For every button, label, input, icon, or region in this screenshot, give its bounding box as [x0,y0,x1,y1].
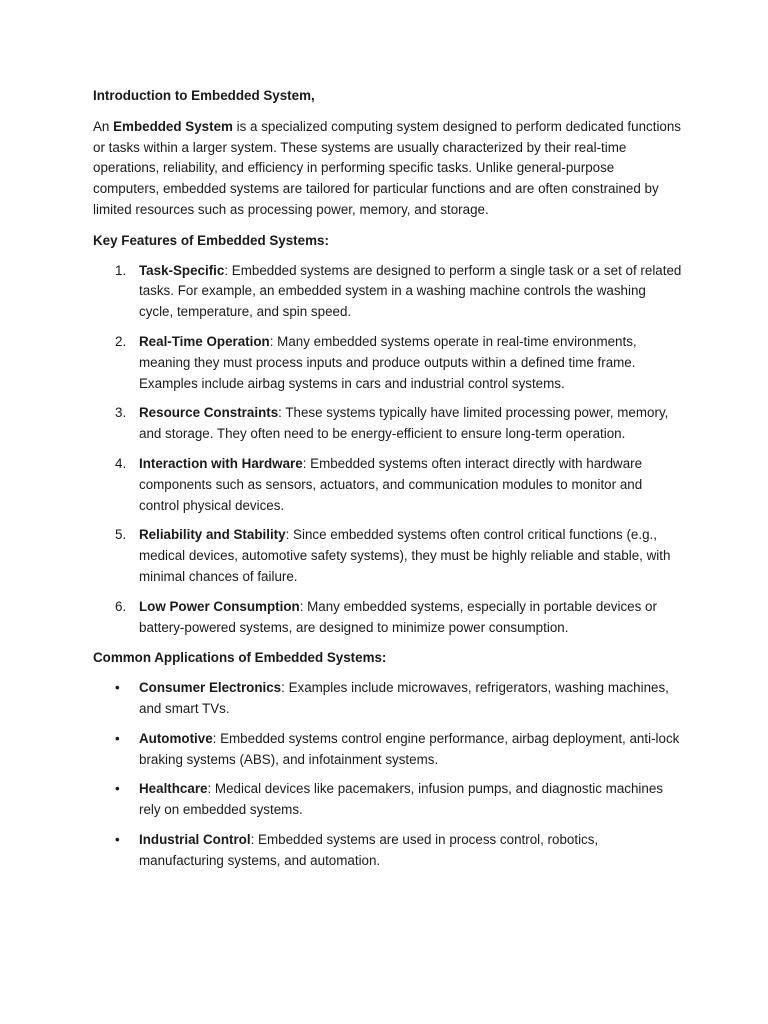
feature-item [93,403,683,445]
feature-text: : Many embedded systems, especially in portable devices or battery-powered systems, are designed to minimize power consumption. [139,598,657,635]
feature-number: 2. [115,333,127,349]
feature-title: Real-Time Operation [139,333,270,349]
feature-item [93,597,683,639]
applications-list [93,678,683,871]
intro-paragraph [93,117,683,221]
application-title: Industrial Control [139,831,251,847]
feature-text: : Embedded systems often interact directly with hardware components such as sensors, actuators, and communication modules to monitor and control physical devices. [139,455,643,513]
application-title: Automotive [139,730,213,746]
application-text: : Medical devices like pacemakers, infusion pumps, and diagnostic machines rely on embedded systems. [139,781,663,818]
feature-number: 3. [115,405,127,421]
application-text: : Embedded systems are used in process control, robotics, manufacturing systems, and automation. [139,831,599,868]
features-title: Key Features of Embedded Systems: [93,232,329,248]
applications-title: Common Applications of Embedded Systems: [93,650,387,666]
feature-text: : Many embedded systems operate in real-time environments, meaning they must process inputs and produce outputs within a defined time frame. Examples include airbag systems in cars and industrial control systems. [139,333,637,391]
bullet-icon: • [115,680,120,696]
bullet-icon: • [115,730,120,746]
application-text: : Examples include microwaves, refrigerators, washing machines, and smart TVs. [139,680,669,716]
application-item [93,678,683,720]
application-item [93,729,683,771]
feature-title: Task-Specific [139,262,225,278]
feature-text: : Embedded systems are designed to perform a single task or a set of related tasks. For example, an embedded system in a washing machine controls the washing cycle, temperature, and spin speed. [139,262,682,320]
features-list [93,261,683,639]
feature-number: 6. [115,598,127,614]
feature-number: 1. [115,262,127,278]
feature-item [93,525,683,587]
document-body [93,86,683,872]
feature-item [93,454,683,516]
document-heading: Introduction to Embedded System, [93,88,315,103]
application-title: Consumer Electronics [139,680,282,696]
feature-item [93,332,683,394]
application-item [93,830,683,872]
intro-text: is a specialized computing system designed to perform dedicated functions or tasks within a larger system. These systems are usually characterized by their real-time operations, reliability, and efficiency in performing specific tasks. Unlike general-purpose computers, embedded systems are tailored for particular functions and are often constrained by limited resources such as processing power, memory, and storage. [93,118,682,217]
feature-item [93,261,683,323]
feature-title: Interaction with Hardware [139,455,303,471]
feature-text: : These systems typically have limited processing power, memory, and storage. They often need to be energy-efficient to ensure long-term operation. [139,405,669,442]
application-text: : Embedded systems control engine performance, airbag deployment, anti-lock braking systems (ABS), and infotainment systems. [139,730,680,767]
intro-term: Embedded System [113,118,233,134]
feature-number: 4. [115,455,127,471]
feature-text: : Since embedded systems often control critical functions (e.g., medical devices, automotive safety systems), they must be highly reliable and stable, with minimal chances of failure. [139,527,671,584]
feature-title: Low Power Consumption [139,598,300,614]
intro-prefix: An [93,118,114,134]
feature-title: Resource Constraints [139,405,279,421]
feature-title: Reliability and Stability [139,527,286,543]
application-title: Healthcare [139,781,208,797]
application-item [93,779,683,821]
feature-number: 5. [115,527,127,543]
bullet-icon: • [115,781,120,797]
bullet-icon: • [115,831,120,847]
